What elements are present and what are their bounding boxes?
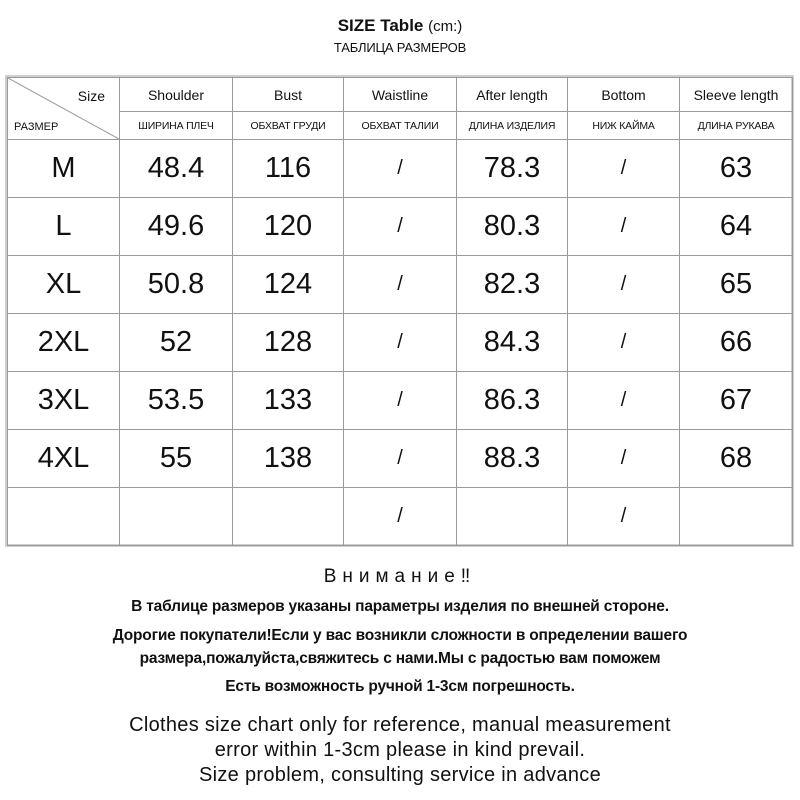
measurement-cell [680,488,793,546]
measurement-cell: 53.5 [120,372,233,430]
english-note-line: Size problem, consulting service in advance [199,764,601,786]
corner-label-razmer: РАЗМЕР [14,121,59,133]
title-unit: (cm:) [428,18,463,35]
table-row [8,314,793,372]
measurement-cell: 128 [233,314,344,372]
english-note-line: error within 1-3cm please in kind prevail. [214,739,586,761]
col-header-ru-waistline: ОБХВАТ ТАЛИИ [344,112,457,140]
size-label-cell: M [8,140,120,198]
measurement-cell: 138 [233,430,344,488]
measurement-cell: 120 [233,198,344,256]
measurement-cell: 65 [680,256,793,314]
col-header-bust: Bust [233,78,344,112]
col-header-after-length: After length [457,78,568,112]
measurement-cell: / [568,198,680,256]
size-label-cell: 4XL [8,430,120,488]
measurement-cell: 84.3 [457,314,568,372]
measurement-cell: / [568,430,680,488]
measurement-cell: 64 [680,198,793,256]
col-header-waistline: Waistline [344,78,457,112]
table-row [8,140,793,198]
table-row [8,372,793,430]
measurement-cell: / [568,314,680,372]
size-table-subtitle: ТАБЛИЦА РАЗМЕРОВ [333,40,467,55]
measurement-cell: / [344,488,457,546]
measurement-cell: 78.3 [457,140,568,198]
col-header-ru-shoulder: ШИРИНА ПЛЕЧ [120,112,233,140]
english-note-line: Clothes size chart only for reference, manual measurement [129,714,671,736]
measurement-cell: / [568,140,680,198]
header-row-russian [8,112,793,140]
measurement-cell: 86.3 [457,372,568,430]
size-table [7,77,793,546]
notice-title: Внимание‼ [323,566,477,587]
measurement-cell: 49.6 [120,198,233,256]
col-header-ru-after-length: ДЛИНА ИЗДЕЛИЯ [457,112,568,140]
measurement-cell: / [344,256,457,314]
size-label-cell [8,488,120,546]
col-header-ru-sleeve-length: ДЛИНА РУКАВА [680,112,793,140]
notice-line: Дорогие покупатели!Если у вас возникли сложности в определении вашего [112,627,688,644]
table-row [8,430,793,488]
col-header-shoulder: Shoulder [120,78,233,112]
col-header-sleeve-length: Sleeve length [680,78,793,112]
header-row-english [8,78,793,112]
size-label-cell: XL [8,256,120,314]
col-header-bottom: Bottom [568,78,680,112]
measurement-cell [233,488,344,546]
notice-line: В таблице размеров указаны параметры изделия по внешней стороне. [131,598,669,615]
size-label-cell: L [8,198,120,256]
notice-line: размера,пожалуйста,свяжитесь с нами.Мы с радостью вам поможем [139,650,661,667]
measurement-cell: / [344,372,457,430]
measurement-cell: / [568,488,680,546]
size-label-cell: 3XL [8,372,120,430]
table-row [8,488,793,546]
measurement-cell: 68 [680,430,793,488]
title-text: SIZE Table [337,16,424,35]
measurement-cell: 82.3 [457,256,568,314]
measurement-cell: 52 [120,314,233,372]
size-label-cell: 2XL [8,314,120,372]
measurement-cell: 133 [233,372,344,430]
corner-label-size: Size [77,88,105,104]
measurement-cell [457,488,568,546]
measurement-cell: / [568,256,680,314]
measurement-cell: / [344,430,457,488]
measurement-cell: / [344,314,457,372]
measurement-cell: 116 [233,140,344,198]
measurement-cell: 66 [680,314,793,372]
measurement-cell: 88.3 [457,430,568,488]
col-header-ru-bust: ОБХВАТ ГРУДИ [233,112,344,140]
measurement-cell: 48.4 [120,140,233,198]
table-row [8,256,793,314]
notice-line: Есть возможность ручной 1-3см погрешность. [225,678,575,695]
measurement-cell: 124 [233,256,344,314]
measurement-cell [120,488,233,546]
measurement-cell: / [344,198,457,256]
measurement-cell: 55 [120,430,233,488]
measurement-cell: / [344,140,457,198]
measurement-cell: 50.8 [120,256,233,314]
measurement-cell: 63 [680,140,793,198]
col-header-ru-bottom: НИЖ КАЙМА [568,112,680,140]
corner-cell [8,78,120,140]
measurement-cell: 80.3 [457,198,568,256]
table-row [8,198,793,256]
measurement-cell: 67 [680,372,793,430]
measurement-cell: / [568,372,680,430]
size-table-title [0,16,800,38]
